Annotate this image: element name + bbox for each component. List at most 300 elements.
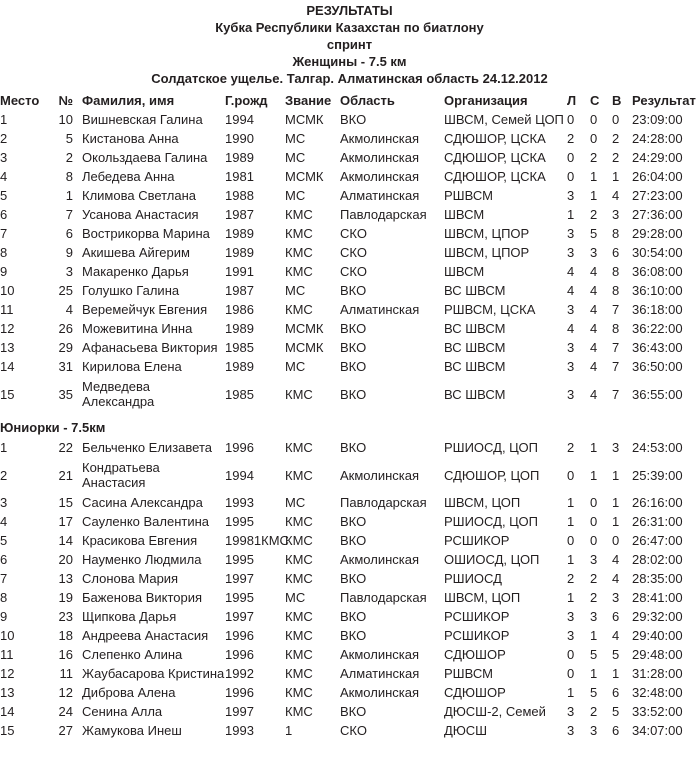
- cell-athlete-name: Кондратьева Анастасия: [82, 460, 160, 490]
- cell-bib: 2: [65, 150, 73, 165]
- cell-bib: 1: [65, 188, 73, 203]
- cell-result-time: 28:02:00: [632, 552, 683, 567]
- cell-athlete-name: Сасина Александра: [82, 495, 203, 510]
- cell-bib: 8: [65, 169, 73, 184]
- table-row: [0, 167, 699, 186]
- cell-bib: 31: [58, 359, 73, 374]
- cell-total-misses: 3: [612, 440, 620, 455]
- cell-bib: 23: [58, 609, 73, 624]
- cell-athlete-name: Афанасьева Виктория: [82, 340, 218, 355]
- table-row: [0, 319, 699, 338]
- cell-result-time: 26:31:00: [632, 514, 683, 529]
- cell-region: СКО: [340, 264, 367, 279]
- cell-sport-rank: КМС: [285, 245, 313, 260]
- cell-prone-misses: 1: [567, 552, 575, 567]
- cell-total-misses: 8: [612, 321, 620, 336]
- cell-total-misses: 1: [612, 467, 620, 483]
- cell-total-misses: 3: [612, 590, 620, 605]
- cell-standing-misses: 0: [590, 495, 598, 510]
- cell-athlete-name: Слепенко Алина: [82, 647, 183, 662]
- cell-organization: ШВСМ, Семей ЦОП: [444, 112, 564, 127]
- cell-region: СКО: [340, 245, 367, 260]
- table-row: [0, 493, 699, 512]
- table-row: [0, 148, 699, 167]
- table-row: [0, 186, 699, 205]
- cell-birth-year: 1995: [225, 514, 254, 529]
- cell-birth-year: 1987: [225, 207, 254, 222]
- cell-bib: 5: [65, 131, 73, 146]
- cell-result-time: 36:50:00: [632, 359, 683, 374]
- table-row: [0, 457, 699, 493]
- cell-organization: СДЮШОР, ЦСКА: [444, 150, 546, 165]
- cell-sport-rank: КМС: [285, 685, 313, 700]
- cell-birth-year: 1985: [225, 386, 254, 402]
- cell-birth-year: 1997: [225, 571, 254, 586]
- cell-organization: ДЮСШ-2, Семей: [444, 704, 546, 719]
- cell-birth-year: 1995: [225, 590, 254, 605]
- table-row: [0, 569, 699, 588]
- cell-prone-misses: 4: [567, 283, 575, 298]
- cell-athlete-name: Лебедева Анна: [82, 169, 175, 184]
- cell-region: СКО: [340, 723, 367, 738]
- cell-prone-misses: 3: [567, 359, 575, 374]
- cell-result-time: 36:55:00: [632, 386, 683, 402]
- cell-sport-rank: 1: [285, 723, 293, 738]
- table-row: [0, 300, 699, 319]
- table-row: [0, 683, 699, 702]
- cell-standing-misses: 3: [590, 609, 598, 624]
- cell-region: Павлодарская: [340, 590, 427, 605]
- cell-prone-misses: 4: [567, 264, 575, 279]
- cell-place: 12: [0, 321, 15, 336]
- cell-sport-rank: КМС: [285, 386, 313, 402]
- cell-sport-rank: МСМК: [285, 321, 324, 336]
- cell-athlete-name: Сенина Алла: [82, 704, 163, 719]
- cell-place: 5: [0, 188, 8, 203]
- cell-bib: 9: [65, 245, 73, 260]
- cell-organization: РШИОСД, ЦОП: [444, 514, 538, 529]
- cell-result-time: 27:36:00: [632, 207, 683, 222]
- cell-result-time: 28:41:00: [632, 590, 683, 605]
- cell-sport-rank: МСМК: [285, 112, 324, 127]
- table-row: [0, 357, 699, 376]
- cell-birth-year: 1989: [225, 321, 254, 336]
- cell-athlete-name: Диброва Алена: [82, 685, 176, 700]
- cell-region: Акмолинская: [340, 131, 420, 146]
- cell-organization: ДЮСШ: [444, 723, 488, 738]
- cell-organization: РСШИКОР: [444, 609, 510, 624]
- cell-birth-year: 1989: [225, 359, 254, 374]
- cell-region: ВКО: [340, 533, 367, 548]
- cell-region: ВКО: [340, 359, 367, 374]
- cell-organization: ШВСМ: [444, 207, 485, 222]
- cell-region: ВКО: [340, 283, 367, 298]
- cell-organization: РШИОСД: [444, 571, 502, 586]
- table-row: [0, 243, 699, 262]
- cell-bib: 6: [65, 226, 73, 241]
- cell-standing-misses: 3: [590, 552, 598, 567]
- cell-result-time: 36:08:00: [632, 264, 683, 279]
- cell-sport-rank: КМС: [285, 514, 313, 529]
- cell-standing-misses: 3: [590, 723, 598, 738]
- cell-athlete-name: Можевитина Инна: [82, 321, 193, 336]
- cell-sport-rank: КМС: [285, 666, 313, 681]
- cell-organization: ВС ШВСМ: [444, 321, 506, 336]
- cell-result-time: 36:18:00: [632, 302, 683, 317]
- cell-result-time: 29:32:00: [632, 609, 683, 624]
- cell-standing-misses: 4: [590, 283, 598, 298]
- cell-place: 1: [0, 112, 8, 127]
- cell-region: Акмолинская: [340, 467, 420, 483]
- table-row: [0, 588, 699, 607]
- cell-place: 2: [0, 467, 8, 483]
- cell-place: 6: [0, 207, 8, 222]
- cell-organization: ШВСМ, ЦОП: [444, 590, 521, 605]
- cell-total-misses: 1: [612, 495, 620, 510]
- title-line-discipline: спринт: [326, 37, 373, 52]
- cell-bib: 21: [58, 467, 73, 483]
- table-row: [0, 438, 699, 457]
- cell-sport-rank: МС: [285, 283, 306, 298]
- cell-standing-misses: 1: [590, 440, 598, 455]
- cell-athlete-name: Науменко Людмила: [82, 552, 202, 567]
- cell-athlete-name: Веремейчук Евгения: [82, 302, 208, 317]
- cell-result-time: 26:04:00: [632, 169, 683, 184]
- cell-place: 9: [0, 264, 8, 279]
- cell-place: 8: [0, 590, 8, 605]
- cell-sport-rank: МСМК: [285, 169, 324, 184]
- cell-prone-misses: 1: [567, 207, 575, 222]
- table-row: [0, 721, 699, 740]
- cell-bib: 24: [58, 704, 73, 719]
- cell-bib: 14: [58, 533, 73, 548]
- cell-total-misses: 7: [612, 340, 620, 355]
- cell-total-misses: 6: [612, 609, 620, 624]
- cell-place: 3: [0, 495, 8, 510]
- cell-prone-misses: 3: [567, 386, 575, 402]
- cell-place: 14: [0, 359, 15, 374]
- cell-region: Алматинская: [340, 666, 420, 681]
- results-table-header: [0, 90, 699, 110]
- cell-sport-rank: КМС: [285, 647, 313, 662]
- cell-region: Акмолинская: [340, 552, 420, 567]
- cell-sport-rank: КМС: [285, 264, 313, 279]
- cell-organization: СДЮШОР, ЦСКА: [444, 131, 546, 146]
- cell-standing-misses: 0: [590, 533, 598, 548]
- cell-region: ВКО: [340, 321, 367, 336]
- cell-organization: ВС ШВСМ: [444, 283, 506, 298]
- cell-bib: 10: [58, 112, 73, 127]
- cell-athlete-name: Жамукова Инеш: [82, 723, 182, 738]
- cell-birth-year: 1997: [225, 609, 254, 624]
- cell-organization: ВС ШВСМ: [444, 340, 506, 355]
- cell-organization: ОШИОСД, ЦОП: [444, 552, 540, 567]
- cell-total-misses: 1: [612, 169, 620, 184]
- cell-organization: ШВСМ: [444, 264, 485, 279]
- results-table: [0, 90, 699, 740]
- cell-athlete-name: Сауленко Валентина: [82, 514, 210, 529]
- table-row: [0, 531, 699, 550]
- cell-organization: РСШИКОР: [444, 533, 510, 548]
- cell-total-misses: 1: [612, 666, 620, 681]
- cell-region: Акмолинская: [340, 169, 420, 184]
- column-header-bib: №: [58, 92, 73, 108]
- cell-standing-misses: 2: [590, 207, 598, 222]
- cell-sport-rank: МСМК: [285, 340, 324, 355]
- table-row: [0, 645, 699, 664]
- cell-sport-rank: МС: [285, 590, 306, 605]
- cell-athlete-name: Голушко Галина: [82, 283, 180, 298]
- cell-region: Акмолинская: [340, 685, 420, 700]
- table-row: [0, 338, 699, 357]
- cell-bib: 20: [58, 552, 73, 567]
- cell-total-misses: 4: [612, 552, 620, 567]
- cell-sport-rank: МС: [285, 131, 306, 146]
- cell-athlete-name: Макаренко Дарья: [82, 264, 189, 279]
- cell-standing-misses: 5: [590, 226, 598, 241]
- cell-organization: ВС ШВСМ: [444, 359, 506, 374]
- cell-result-time: 28:35:00: [632, 571, 683, 586]
- cell-result-time: 36:43:00: [632, 340, 683, 355]
- cell-sport-rank: КМС: [285, 609, 313, 624]
- cell-result-time: 24:28:00: [632, 131, 683, 146]
- cell-standing-misses: 0: [590, 112, 598, 127]
- column-header-place: Место: [0, 92, 40, 108]
- table-row: [0, 262, 699, 281]
- cell-region: ВКО: [340, 386, 367, 402]
- cell-organization: СДЮШОР: [444, 647, 506, 662]
- cell-standing-misses: 3: [590, 245, 598, 260]
- table-row: [0, 110, 699, 129]
- cell-organization: ШВСМ, ЦПОР: [444, 245, 530, 260]
- results-table-body: [0, 110, 699, 740]
- cell-region: ВКО: [340, 609, 367, 624]
- cell-birth-year: 1994: [225, 467, 254, 483]
- cell-standing-misses: 2: [590, 590, 598, 605]
- cell-place: 3: [0, 150, 8, 165]
- cell-birth-year: 1990: [225, 131, 254, 146]
- cell-region: Павлодарская: [340, 495, 427, 510]
- cell-region: Павлодарская: [340, 207, 427, 222]
- cell-bib: 27: [58, 723, 73, 738]
- column-header-name: Фамилия, имя: [82, 92, 175, 108]
- cell-place: 9: [0, 609, 8, 624]
- cell-total-misses: 5: [612, 704, 620, 719]
- header-row: [0, 90, 699, 110]
- cell-region: ВКО: [340, 340, 367, 355]
- cell-sport-rank: МС: [285, 359, 306, 374]
- cell-place: 11: [0, 302, 14, 317]
- cell-standing-misses: 2: [590, 571, 598, 586]
- cell-sport-rank: КМС: [285, 440, 313, 455]
- cell-athlete-name: Андреева Анастасия: [82, 628, 209, 643]
- cell-standing-misses: 4: [590, 386, 598, 402]
- cell-organization: ВС ШВСМ: [444, 386, 506, 402]
- cell-sport-rank: КМС: [285, 207, 313, 222]
- cell-region: ВКО: [340, 704, 367, 719]
- cell-standing-misses: 4: [590, 321, 598, 336]
- cell-place: 14: [0, 704, 15, 719]
- cell-bib: 15: [58, 495, 73, 510]
- cell-prone-misses: 3: [567, 340, 575, 355]
- cell-athlete-name: Медведева Александра: [82, 379, 155, 409]
- cell-region: ВКО: [340, 628, 367, 643]
- cell-birth-year: 1989: [225, 150, 254, 165]
- cell-organization: СДЮШОР: [444, 685, 506, 700]
- cell-place: 8: [0, 245, 8, 260]
- cell-standing-misses: 4: [590, 340, 598, 355]
- cell-standing-misses: 0: [590, 131, 598, 146]
- cell-total-misses: 4: [612, 571, 620, 586]
- table-row: [0, 376, 699, 412]
- cell-bib: 29: [58, 340, 73, 355]
- cell-region: Акмолинская: [340, 150, 420, 165]
- table-row: [0, 205, 699, 224]
- cell-prone-misses: 3: [567, 704, 575, 719]
- cell-birth-year: 1997: [225, 704, 254, 719]
- table-row: [0, 664, 699, 683]
- cell-result-time: 33:52:00: [632, 704, 683, 719]
- cell-birth-year: 1989: [225, 245, 254, 260]
- cell-place: 7: [0, 226, 8, 241]
- cell-prone-misses: 1: [567, 590, 575, 605]
- cell-standing-misses: 0: [590, 514, 598, 529]
- section-heading-row: [0, 412, 699, 438]
- cell-birth-year: 1993: [225, 723, 254, 738]
- cell-total-misses: 8: [612, 264, 620, 279]
- cell-prone-misses: 3: [567, 188, 575, 203]
- cell-total-misses: 4: [612, 628, 620, 643]
- cell-standing-misses: 1: [590, 188, 598, 203]
- cell-bib: 4: [65, 302, 73, 317]
- cell-result-time: 25:39:00: [632, 467, 683, 483]
- section-heading-label: Юниорки - 7.5км: [0, 420, 106, 435]
- cell-birth-year: 1996: [225, 647, 254, 662]
- cell-bib: 18: [58, 628, 73, 643]
- cell-sport-rank: КМС: [285, 571, 313, 586]
- cell-athlete-name: Красикова Евгения: [82, 533, 198, 548]
- cell-region: ВКО: [340, 112, 367, 127]
- cell-organization: ШВСМ, ЦОП: [444, 495, 521, 510]
- cell-region: ВКО: [340, 514, 367, 529]
- cell-total-misses: 0: [612, 112, 620, 127]
- cell-total-misses: 6: [612, 723, 620, 738]
- title-line-competition: Кубка Республики Казахстан по биатлону: [215, 20, 484, 35]
- cell-prone-misses: 2: [567, 440, 575, 455]
- cell-total-misses: 0: [612, 533, 620, 548]
- cell-total-misses: 6: [612, 245, 620, 260]
- cell-sport-rank: КМС: [285, 302, 313, 317]
- cell-prone-misses: 0: [567, 150, 575, 165]
- cell-athlete-name: Слонова Мария: [82, 571, 179, 586]
- cell-bib: 3: [65, 264, 73, 279]
- cell-result-time: 26:16:00: [632, 495, 683, 510]
- cell-athlete-name: Щипкова Дарья: [82, 609, 177, 624]
- cell-bib: 17: [58, 514, 73, 529]
- cell-result-time: 29:28:00: [632, 226, 683, 241]
- title-line-category: Женщины - 7.5 км: [292, 54, 407, 69]
- column-header-total: В: [612, 92, 622, 108]
- cell-organization: РШВСМ: [444, 188, 493, 203]
- cell-prone-misses: 3: [567, 723, 575, 738]
- cell-region: ВКО: [340, 440, 367, 455]
- cell-total-misses: 7: [612, 359, 620, 374]
- cell-region: Алматинская: [340, 188, 420, 203]
- cell-prone-misses: 0: [567, 112, 575, 127]
- cell-total-misses: 7: [612, 386, 620, 402]
- cell-prone-misses: 0: [567, 467, 575, 483]
- cell-result-time: 24:29:00: [632, 150, 683, 165]
- table-row: [0, 512, 699, 531]
- cell-birth-year: 1991: [225, 264, 254, 279]
- cell-place: 12: [0, 666, 15, 681]
- cell-birth-year: 1994: [225, 112, 254, 127]
- cell-place: 4: [0, 514, 8, 529]
- cell-result-time: 23:09:00: [632, 112, 683, 127]
- cell-prone-misses: 0: [567, 647, 575, 662]
- cell-athlete-name: Кистанова Анна: [82, 131, 179, 146]
- cell-athlete-name: Вишневская Галина: [82, 112, 203, 127]
- table-row: [0, 607, 699, 626]
- cell-place: 15: [0, 723, 15, 738]
- cell-birth-year: 1986: [225, 302, 254, 317]
- cell-sport-rank: КМС: [285, 226, 313, 241]
- cell-result-time: 32:48:00: [632, 685, 683, 700]
- cell-organization: ШВСМ, ЦПОР: [444, 226, 530, 241]
- cell-standing-misses: 1: [590, 628, 598, 643]
- cell-result-time: 30:54:00: [632, 245, 683, 260]
- column-header-prone: Л: [567, 92, 577, 108]
- cell-prone-misses: 2: [567, 571, 575, 586]
- column-header-result: Результат: [632, 92, 696, 108]
- cell-total-misses: 8: [612, 283, 620, 298]
- cell-sport-rank: МС: [285, 150, 306, 165]
- cell-place: 5: [0, 533, 8, 548]
- cell-prone-misses: 0: [567, 666, 575, 681]
- cell-bib: 13: [58, 571, 73, 586]
- cell-birth-year: 1993: [225, 495, 254, 510]
- cell-organization: РШИОСД, ЦОП: [444, 440, 538, 455]
- cell-region: СКО: [340, 226, 367, 241]
- cell-sport-rank: КМС: [285, 552, 313, 567]
- cell-result-time: 29:48:00: [632, 647, 683, 662]
- cell-prone-misses: 3: [567, 245, 575, 260]
- cell-prone-misses: 3: [567, 226, 575, 241]
- cell-standing-misses: 2: [590, 150, 598, 165]
- cell-prone-misses: 1: [567, 495, 575, 510]
- cell-place: 1: [0, 440, 8, 455]
- cell-place: 13: [0, 685, 15, 700]
- cell-organization: СДЮШОР, ЦОП: [444, 467, 540, 483]
- cell-prone-misses: 1: [567, 514, 575, 529]
- cell-total-misses: 7: [612, 302, 620, 317]
- cell-athlete-name: Кирилова Елена: [82, 359, 182, 374]
- cell-birth-year: 1989: [225, 226, 254, 241]
- table-row: [0, 129, 699, 148]
- cell-place: 4: [0, 169, 8, 184]
- cell-sport-rank: МС: [285, 188, 306, 203]
- cell-prone-misses: 0: [567, 533, 575, 548]
- cell-athlete-name: Акишева Айгерим: [82, 245, 190, 260]
- cell-total-misses: 8: [612, 226, 620, 241]
- cell-result-time: 29:40:00: [632, 628, 683, 643]
- cell-athlete-name: Усанова Анастасия: [82, 207, 199, 222]
- cell-standing-misses: 1: [590, 169, 598, 184]
- cell-bib: 22: [58, 440, 73, 455]
- cell-result-time: 27:23:00: [632, 188, 683, 203]
- cell-birth-year: 1992: [225, 666, 254, 681]
- cell-place: 10: [0, 283, 15, 298]
